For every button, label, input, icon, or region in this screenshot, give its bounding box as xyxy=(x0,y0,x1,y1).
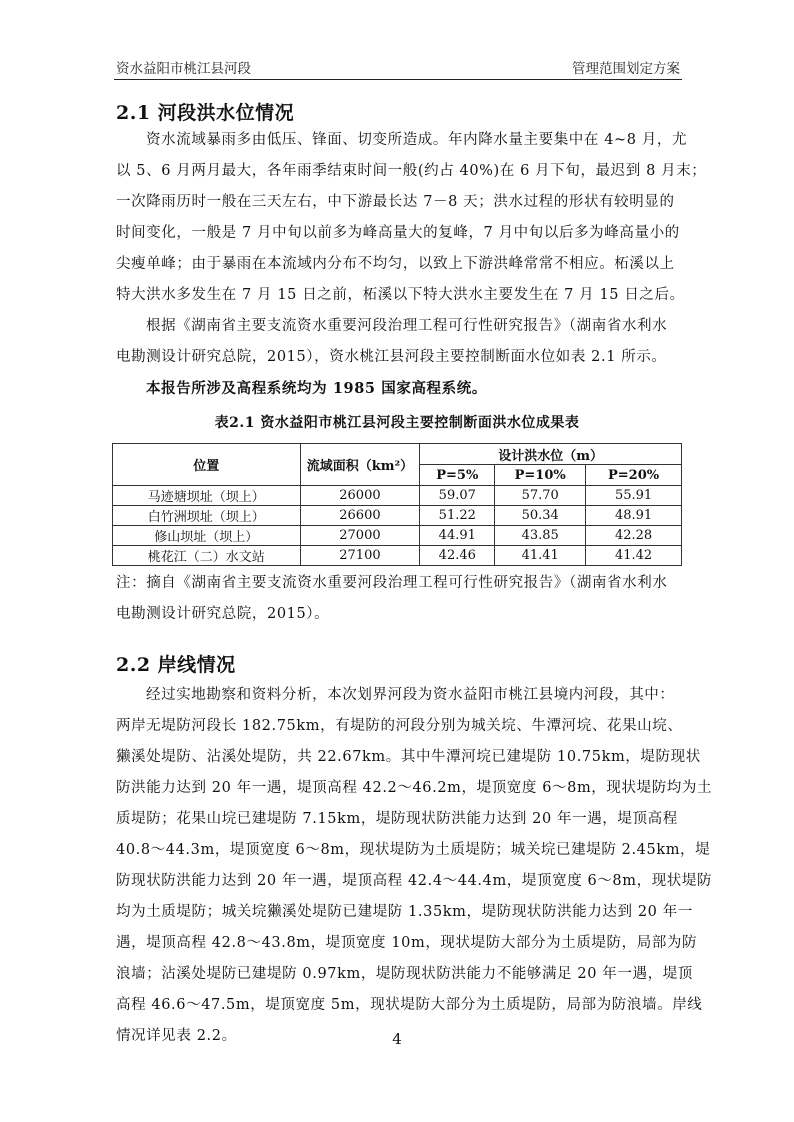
cell-location: 修山坝址（坝上） xyxy=(113,526,301,546)
text-line: 40.8～44.3m，堤顶宽度 6～8m，现状堤防为土质堤防；城关垸已建堤防 2.45km，堤 xyxy=(116,842,711,858)
text-line: 均为土质堤防；城关垸獭溪处堤防已建堤防 1.35km，堤防现状防洪能力达到 20 年一 xyxy=(116,904,693,920)
cell-area: 27000 xyxy=(300,526,420,546)
header-area: 流域面积（km²） xyxy=(300,444,420,486)
text-line: 一次降雨历时一般在三天左右，中下游最长达 7－8 天；洪水过程的形状有较明显的 xyxy=(116,194,675,210)
header-p5: P=5% xyxy=(420,465,495,486)
table-row xyxy=(113,506,682,526)
text-line: 情况详见表 2.2。 xyxy=(116,1028,237,1044)
text-line: 防现状防洪能力达到 20 年一遇，堤顶高程 42.4～44.4m，堤顶宽度 6～8m，现状堤防 xyxy=(116,873,713,889)
table-header-row xyxy=(113,444,682,465)
text-line: 注：摘自《湖南省主要支流资水重要河段治理工程可行性研究报告》（湖南省水利水 xyxy=(116,575,668,591)
cell-location: 马迹塘坝址（坝上） xyxy=(113,486,301,506)
cell-p20: 48.91 xyxy=(586,506,682,526)
cell-p20: 55.91 xyxy=(586,486,682,506)
header-location: 位置 xyxy=(113,444,301,486)
cell-p10: 57.70 xyxy=(495,486,586,506)
text-line: 电勘测设计研究总院，2015）。 xyxy=(116,606,330,622)
text-line: 遇，堤顶高程 42.8～43.8m，堤顶宽度 10m，现状堤防大部分为土质堤防，局部为防 xyxy=(116,935,698,951)
cell-p20: 41.42 xyxy=(586,546,682,566)
text-line: 资水流域暴雨多由低压、锋面、切变所造成。年内降水量主要集中在 4~8 月，尤 xyxy=(146,132,688,148)
text-line: 两岸无堤防河段长 182.75km，有堤防的河段分别为城关垸、牛潭河垸、花果山垸、 xyxy=(116,718,683,734)
cell-p10: 41.41 xyxy=(495,546,586,566)
section-heading-2-1: 2.1 河段洪水位情况 xyxy=(116,102,295,124)
text-line: 獭溪处堤防、沾溪处堤防，共 22.67km。其中牛潭河垸已建堤防 10.75km，堤防现状 xyxy=(116,749,701,765)
table-note xyxy=(116,568,682,630)
table-caption: 表2.1 资水益阳市桃江县河段主要控制断面洪水位成果表 xyxy=(214,415,580,431)
text-line: 浪墙；沾溪处堤防已建堤防 0.97km，堤防现状防洪能力不能够满足 20 年一遇，堤顶 xyxy=(116,966,693,982)
flood-level-table xyxy=(112,443,682,566)
text-line: 防洪能力达到 20 年一遇，堤顶高程 42.2～46.2m，堤顶宽度 6～8m，现状堤防均为土 xyxy=(116,780,713,796)
text-line: 时间变化，一般是 7 月中旬以前多为峰高量大的复峰，7 月中旬以后多为峰高量小的 xyxy=(116,225,680,241)
cell-location: 白竹洲坝址（坝上） xyxy=(113,506,301,526)
table-row xyxy=(113,546,682,566)
cell-p10: 50.34 xyxy=(495,506,586,526)
running-header xyxy=(114,55,682,80)
cell-area: 26600 xyxy=(300,506,420,526)
cell-location: 桃花江（二）水文站 xyxy=(113,546,301,566)
cell-p5: 51.22 xyxy=(420,506,495,526)
cell-area: 27100 xyxy=(300,546,420,566)
cell-p5: 59.07 xyxy=(420,486,495,506)
text-line: 以 5、6 月两月最大，各年雨季结束时间一般(约占 40%)在 6 月下旬，最迟到 8 月末； xyxy=(116,163,707,179)
text-line: 尖瘦单峰；由于暴雨在本流域内分布不均匀，以致上下游洪峰常常不相应。柘溪以上 xyxy=(116,256,675,272)
text-line: 根据《湖南省主要支流资水重要河段治理工程可行性研究报告》（湖南省水利水 xyxy=(146,318,668,334)
paragraph-shoreline xyxy=(116,680,713,1052)
header-left: 资水益阳市桃江县河段 xyxy=(116,61,251,77)
text-line: 经过实地勘察和资料分析，本次划界河段为资水益阳市桃江县境内河段，其中： xyxy=(146,687,675,703)
table-row xyxy=(113,526,682,546)
table-row xyxy=(113,486,682,506)
paragraph-flood-level xyxy=(116,125,707,404)
cell-p20: 42.28 xyxy=(586,526,682,546)
page-number: 4 xyxy=(392,1030,402,1048)
cell-p10: 43.85 xyxy=(495,526,586,546)
header-right: 管理范围划定方案 xyxy=(572,61,680,77)
cell-area: 26000 xyxy=(300,486,420,506)
text-line: 高程 46.6～47.5m，堤顶宽度 5m，现状堤防大部分为土质堤防，局部为防浪墙。岸线 xyxy=(116,997,703,1013)
header-p10: P=10% xyxy=(495,465,586,486)
text-line: 特大洪水多发生在 7 月 15 日之前，柘溪以下特大洪水主要发生在 7 月 15 日之后。 xyxy=(116,287,685,303)
elevation-system-note: 本报告所涉及高程系统均为 1985 国家高程系统。 xyxy=(146,380,487,397)
section-heading-2-2: 2.2 岸线情况 xyxy=(116,654,236,676)
text-line: 电勘测设计研究总院，2015），资水桃江县河段主要控制断面水位如表 2.1 所示。 xyxy=(116,349,667,365)
cell-p5: 42.46 xyxy=(420,546,495,566)
cell-p5: 44.91 xyxy=(420,526,495,546)
header-design-flood-level: 设计洪水位（m） xyxy=(420,444,682,465)
text-line: 质堤防；花果山垸已建堤防 7.15km，堤防现状防洪能力达到 20 年一遇，堤顶高程 xyxy=(116,811,678,827)
header-p20: P=20% xyxy=(586,465,682,486)
